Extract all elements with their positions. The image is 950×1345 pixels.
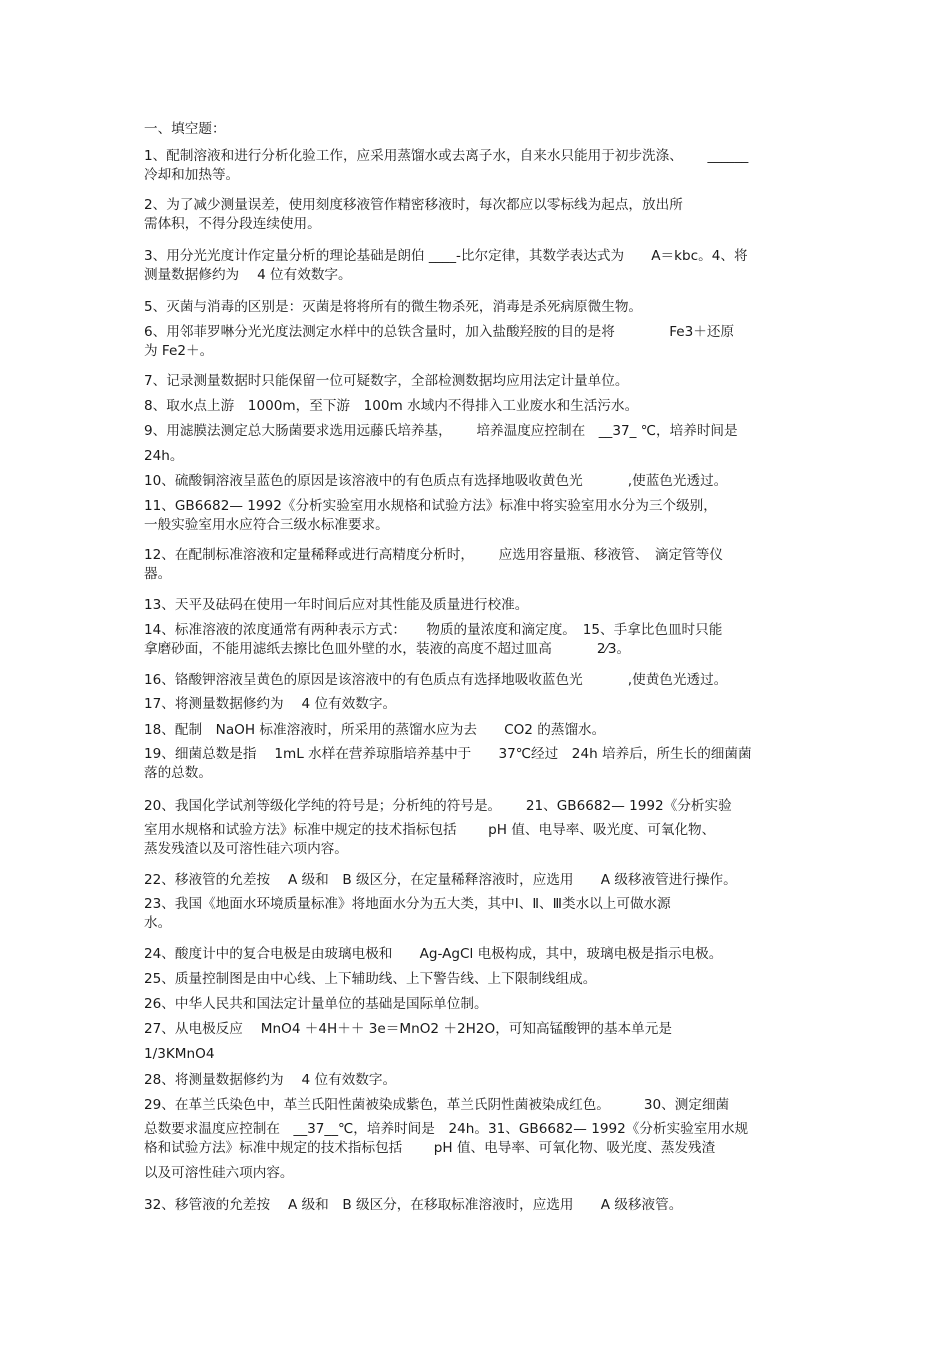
text-line: 蒸发残渣以及可溶性硅六项内容。 (144, 841, 348, 857)
text-line: 24h。 (144, 448, 184, 464)
text-line: 拿磨砂面，不能用滤纸去擦比色皿外壁的水，装液的高度不超过皿高 2⁄3。 (144, 641, 631, 657)
text-line: 18、配制 NaOH 标准溶液时，所采用的蒸馏水应为去 CO2 的蒸馏水。 (144, 722, 606, 738)
text-line: 测量数据修约为 4 位有效数字。 (144, 267, 352, 283)
text-line: 需体积，不得分段连续使用。 (144, 216, 321, 232)
text-line: 16、铬酸钾溶液呈黄色的原因是该溶液中的有色质点有选择地吸收蓝色光 ,使黄色光透过。 (144, 672, 728, 688)
text-line: 23、我国《地面水环境质量标准》将地面水分为五大类，其中Ⅰ、Ⅱ、Ⅲ类水以上可做水源 (144, 896, 671, 912)
text-line: 8、取水点上游 1000m，至下游 100m 水域内不得排入工业废水和生活污水。 (144, 398, 639, 414)
text-line: 7、记录测量数据时只能保留一位可疑数字，全部检测数据均应用法定计量单位。 (144, 373, 629, 389)
text-line: 6、用邻菲罗啉分光光度法测定水样中的总铁含量时，加入盐酸羟胺的目的是将 Fe3＋还原 (144, 324, 735, 340)
text-line: 9、用滤膜法测定总大肠菌要求选用远藤氏培养基， 培养温度应控制在 __37_ ℃，培养时间是 (144, 423, 738, 439)
text-line: 24、酸度计中的复合电极是由玻璃电极和 Ag-AgCl 电极构成，其中，玻璃电极是指示电极。 (144, 946, 723, 962)
text-line: 12、在配制标准溶液和定量稀释或进行高精度分析时， 应选用容量瓶、移液管、 滴定管等仪 (144, 547, 723, 563)
text-line: 室用水规格和试验方法》标准中规定的技术指标包括 pH 值、电导率、吸光度、可氧化物、 (144, 822, 716, 838)
text-line: 25、质量控制图是由中心线、上下辅助线、上下警告线、上下限制线组成。 (144, 971, 597, 987)
text-line: 器。 (144, 566, 172, 582)
text-line: 总数要求温度应控制在 __37__℃，培养时间是 24h。31、GB6682— 1992《分析实验室用水规 (144, 1121, 749, 1137)
text-line: 1、配制溶液和进行分析化验工作，应采用蒸馏水或去离子水，自来水只能用于初步洗涤、 ______ (144, 148, 749, 164)
text-line: 27、从电极反应 MnO4 ＋4H＋＋ 3e＝MnO2 ＋2H2O，可知高锰酸钾的基本单元是 (144, 1021, 672, 1037)
text-line: 冷却和加热等。 (144, 167, 240, 183)
text-line: 1/3KMnO4 (144, 1046, 215, 1062)
text-line: 20、我国化学试剂等级化学纯的符号是；分析纯的符号是。 21、GB6682— 1992《分析实验 (144, 798, 732, 814)
text-line: 26、中华人民共和国法定计量单位的基础是国际单位制。 (144, 996, 488, 1012)
text-line: 29、在革兰氏染色中，革兰氏阳性菌被染成紫色，革兰氏阴性菌被染成红色。 30、测定细菌 (144, 1097, 730, 1113)
text-line: 14、标准溶液的浓度通常有两种表示方式： 物质的量浓度和滴定度。 15、手拿比色皿时只能 (144, 622, 723, 638)
text-line: 为 Fe2＋。 (144, 343, 214, 359)
text-line: 落的总数。 (144, 765, 212, 781)
text-line: 28、将测量数据修约为 4 位有效数字。 (144, 1072, 397, 1088)
text-line: 32、移管液的允差按 A 级和 B 级区分，在移取标准溶液时，应选用 A 级移液管。 (144, 1197, 683, 1213)
text-line: 2、为了减少测量误差，使用刻度移液管作精密移液时，每次都应以零标线为起点，放出所 (144, 197, 683, 213)
text-line: 11、GB6682— 1992《分析实验室用水规格和试验方法》标准中将实验室用水分为三个级别， (144, 498, 717, 514)
text-line: 5、灭菌与消毒的区别是：灭菌是将将所有的微生物杀死，消毒是杀死病原微生物。 (144, 299, 643, 315)
text-line: 以及可溶性硅六项内容。 (144, 1165, 294, 1181)
section-heading: 一、填空题： (144, 121, 226, 137)
text-line: 13、天平及砝码在使用一年时间后应对其性能及质量进行校准。 (144, 597, 529, 613)
text-line: 一般实验室用水应符合三级水标准要求。 (144, 517, 389, 533)
text-line: 3、用分光光度计作定量分析的理论基础是朗伯 ____-比尔定律，其数学表达式为 A＝kbc。4、将 (144, 248, 748, 264)
text-line: 17、将测量数据修约为 4 位有效数字。 (144, 696, 397, 712)
text-line: 水。 (144, 915, 172, 931)
text-line: 10、硫酸铜溶液呈蓝色的原因是该溶液中的有色质点有选择地吸收黄色光 ,使蓝色光透过。 (144, 473, 728, 489)
text-line: 19、细菌总数是指 1mL 水样在营养琼脂培养基中于 37℃经过 24h 培养后，所生长的细菌菌 (144, 746, 752, 762)
text-line: 格和试验方法》标准中规定的技术指标包括 pH 值、电导率、可氧化物、吸光度、蒸发残渣 (144, 1140, 716, 1156)
text-line: 22、移液管的允差按 A 级和 B 级区分，在定量稀释溶液时，应选用 A 级移液管进行操作。 (144, 872, 737, 888)
